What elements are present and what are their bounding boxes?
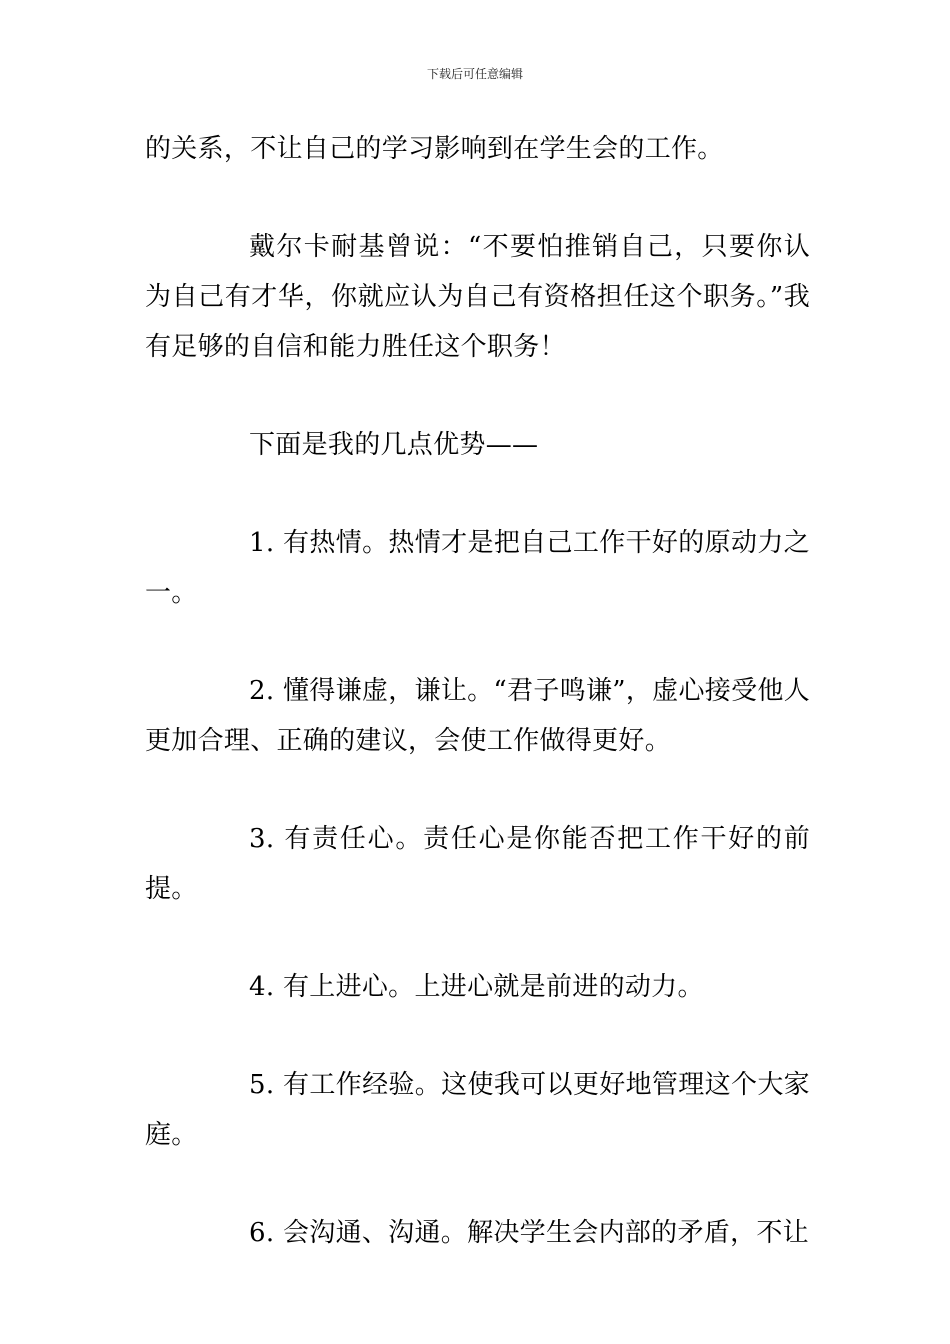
paragraph-gap: [145, 470, 810, 518]
list-item-4: 4. 有上进心。上进心就是前进的动力。: [249, 972, 704, 1002]
list-item-3: 3. 有责任心。责任心是你能否把工作干好的前提。: [145, 824, 810, 904]
list-item-5: 5. 有工作经验。这使我可以更好地管理这个大家庭。: [145, 1070, 810, 1150]
paragraph-gap: [145, 174, 810, 222]
document-body: [145, 124, 810, 1258]
paragraph-gap: [145, 618, 810, 666]
paragraph-continuation: 的关系，不让自己的学习影响到在学生会的工作。: [145, 134, 724, 164]
page-header: 下载后可任意编辑: [426, 67, 523, 81]
paragraph-gap: [145, 1160, 810, 1208]
list-item-6: 6. 会沟通、沟通。解决学生会内部的矛盾，不让: [249, 1218, 809, 1248]
paragraph-gap: [145, 372, 810, 420]
paragraph-quote: 戴尔卡耐基曾说：“不要怕推销自己，只要你认为自己有才华，你就应认为自己有资格担任这个职务。”我有足够的自信和能力胜任这个职务！: [145, 232, 810, 362]
paragraph-gap: [145, 1012, 810, 1060]
paragraph-intro: 下面是我的几点优势——: [249, 430, 539, 460]
paragraph-gap: [145, 766, 810, 814]
list-item-1: 1. 有热情。热情才是把自己工作干好的原动力之一。: [145, 528, 810, 608]
list-item-2: 2. 懂得谦虚，谦让。“君子鸣谦”，虚心接受他人更加合理、正确的建议，会使工作做得更好。: [145, 676, 810, 756]
paragraph-gap: [145, 914, 810, 962]
